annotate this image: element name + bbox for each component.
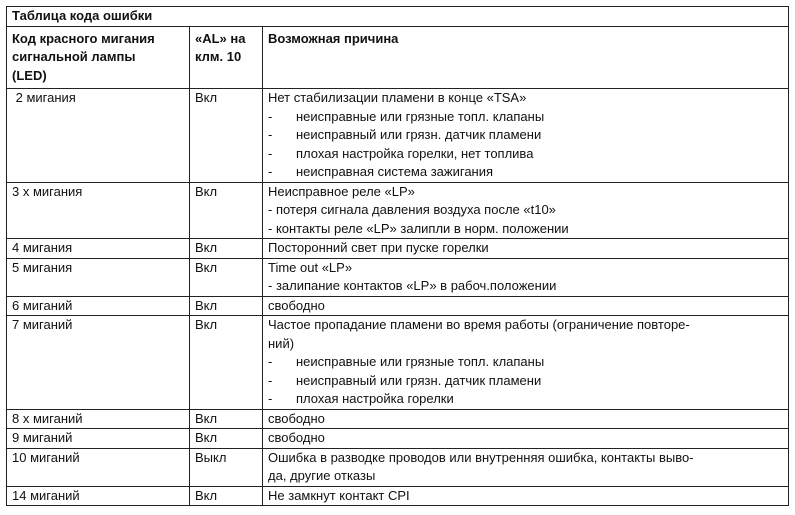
cause-cell [263, 486, 789, 506]
header-al-line: «AL» на [195, 30, 246, 46]
cause-text: Ошибка в разводке проводов или внутренняя ошибка, контакты выво- [268, 449, 694, 465]
cause-cell [263, 258, 789, 296]
cause-bullet-text: неисправный или грязн. датчик пламени [296, 127, 542, 142]
cause-text: Частое пропадание пламени во время работы (ограничение повторе- [268, 317, 690, 332]
table-row [7, 258, 789, 296]
table-row [7, 429, 789, 449]
led-code-cell: 6 миганий [7, 296, 190, 316]
led-code-cell: 2 мигания [7, 89, 190, 183]
table-row [7, 316, 789, 410]
cause-text: свободно [268, 410, 325, 426]
error-code-table [6, 6, 789, 506]
led-code-cell: 9 миганий [7, 429, 190, 449]
cause-cell [263, 182, 789, 239]
cause-text: Посторонний свет при пуске горелки [268, 240, 489, 255]
cause-cell [263, 429, 789, 449]
dash-marker: - [268, 164, 273, 179]
led-code-cell: 7 миганий [7, 316, 190, 410]
cause-bullet-text: неисправные или грязные топл. клапаны [296, 354, 545, 369]
cause-bullet-item [268, 126, 783, 145]
cause-bullet-item [268, 372, 783, 391]
led-code-cell: 3 х мигания [7, 182, 190, 239]
dash-marker: - [268, 354, 273, 369]
table-row [7, 182, 789, 239]
cause-line: - потеря сигнала давления воздуха после «t10» [268, 202, 556, 217]
cause-cell [263, 239, 789, 259]
led-code-cell: 4 мигания [7, 239, 190, 259]
cause-text: Time out «LP» [268, 259, 353, 275]
cause-cell [263, 296, 789, 316]
cause-bullet-text: плохая настройка горелки [296, 391, 454, 406]
dash-marker: - [268, 145, 273, 161]
dash-marker: - [268, 372, 273, 388]
led-code-cell: 5 мигания [7, 258, 190, 296]
cause-bullet-item [268, 390, 783, 409]
al-state-cell: Вкл [190, 316, 263, 410]
dash-marker: - [268, 391, 273, 406]
table-title: Таблица кода ошибки [7, 7, 789, 27]
cause-bullet-text: плохая настройка горелки, нет топлива [296, 145, 534, 161]
al-state-cell: Вкл [190, 239, 263, 259]
cause-line: ний) [268, 335, 295, 351]
cause-bullet-text: неисправные или грязные топл. клапаны [296, 108, 545, 124]
header-led-code-line: сигнальной лампы [12, 49, 136, 64]
table-row [7, 409, 789, 429]
cause-bullet-text: неисправный или грязн. датчик пламени [296, 372, 542, 388]
cause-text: свободно [268, 297, 325, 313]
led-code-cell: 8 х миганий [7, 409, 190, 429]
header-led-code-line: (LED) [12, 67, 47, 83]
cause-text: Неисправное реле «LP» [268, 183, 415, 199]
al-state-cell: Вкл [190, 89, 263, 183]
dash-marker: - [268, 127, 273, 142]
header-al-line: клм. 10 [195, 49, 242, 64]
al-state-cell: Вкл [190, 296, 263, 316]
header-led-code-line: Код красного мигания [12, 30, 155, 46]
header-led-code [7, 26, 190, 89]
cause-line: да, другие отказы [268, 468, 376, 483]
al-state-cell: Вкл [190, 429, 263, 449]
table-row [7, 486, 789, 506]
al-state-cell: Вкл [190, 409, 263, 429]
cause-text: свободно [268, 430, 325, 445]
cause-bullet-item [268, 163, 783, 182]
cause-bullet-item [268, 353, 783, 372]
table-row [7, 89, 789, 183]
al-state-cell: Выкл [190, 448, 263, 486]
cause-bullet-text: неисправная система зажигания [296, 164, 494, 179]
cause-cell [263, 89, 789, 183]
cause-line: - залипание контактов «LP» в рабоч.положении [268, 278, 557, 293]
table-row [7, 448, 789, 486]
cause-cell [263, 316, 789, 410]
led-code-cell: 14 миганий [7, 486, 190, 506]
table-row [7, 296, 789, 316]
cause-cell [263, 409, 789, 429]
cause-bullet-item [268, 108, 783, 127]
dash-marker: - [268, 108, 273, 124]
cause-text: Нет стабилизации пламени в конце «TSA» [268, 90, 527, 105]
header-cause: Возможная причина [263, 26, 789, 89]
al-state-cell: Вкл [190, 182, 263, 239]
table-row [7, 239, 789, 259]
cause-line: - контакты реле «LP» залипли в норм. положении [268, 220, 569, 236]
al-state-cell: Вкл [190, 486, 263, 506]
cause-bullet-item [268, 145, 783, 164]
led-code-cell: 10 миганий [7, 448, 190, 486]
cause-cell [263, 448, 789, 486]
header-al [190, 26, 263, 89]
al-state-cell: Вкл [190, 258, 263, 296]
cause-text: Не замкнут контакт CPI [268, 487, 410, 503]
